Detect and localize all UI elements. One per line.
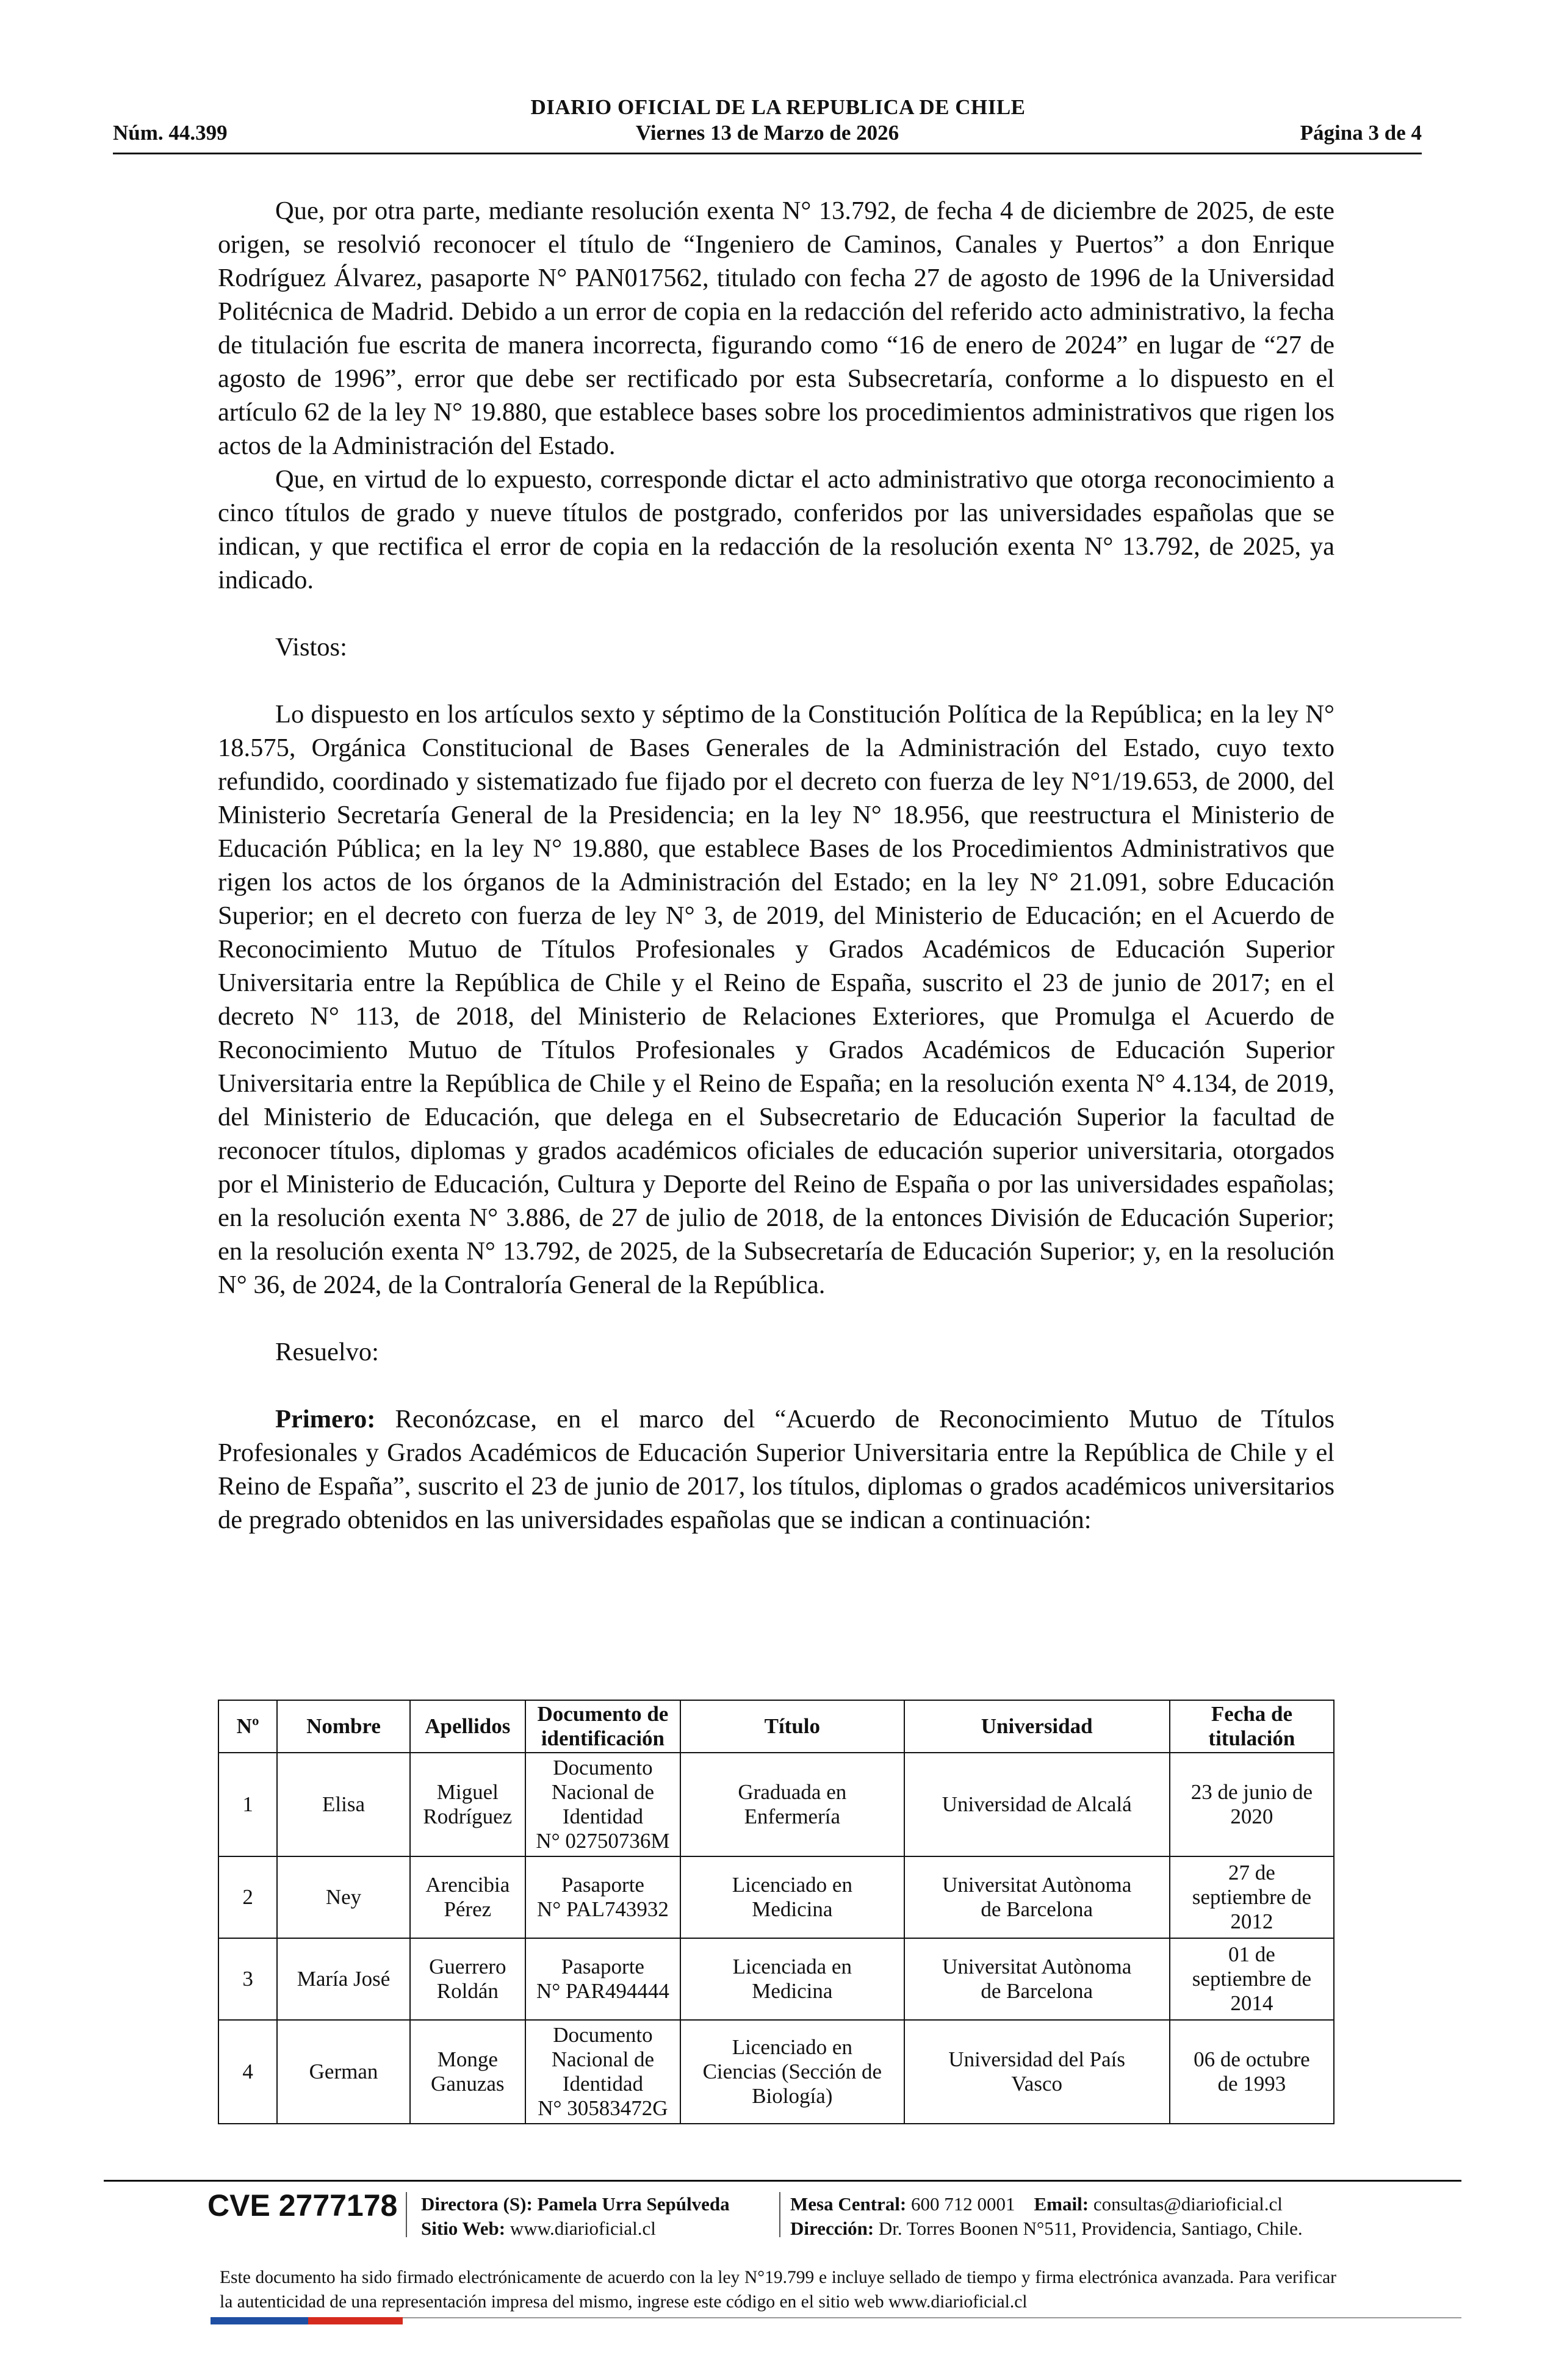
flag-stripe-red (308, 2317, 403, 2324)
email-link[interactable]: consultas@diarioficial.cl (1093, 2193, 1283, 2215)
sitio-link[interactable]: www.diarioficial.cl (510, 2218, 656, 2239)
issue-date: Viernes 13 de Marzo de 2026 (635, 121, 899, 145)
paragraph-grounds: Que, en virtud de lo expuesto, corresponde dictar el acto administrativo que otorga reconocimiento a cinco títulos de grado y nueve títulos de postgrado, conferidos por las universidades españolas que se indican, y que rectifica el error de copia en la redacción de la resolución exenta N° 13.792, de 2025, ya indicado. (218, 465, 1334, 594)
cell-fecha: 27 de septiembre de 2012 (1170, 1856, 1334, 1938)
header-apellidos: Apellidos (410, 1700, 525, 1753)
cell-apellidos: Miguel Rodríguez (410, 1753, 525, 1856)
page-indicator: Página 3 de 4 (1300, 121, 1422, 145)
cell-universidad: Universidad del País Vasco (904, 2020, 1170, 2124)
cell-documento: Pasaporte N° PAR494444 (525, 1938, 680, 2020)
header-universidad: Universidad (904, 1700, 1170, 1753)
document-body (218, 194, 1334, 1537)
cell-documento: Documento Nacional de Identidad N° 30583472G (525, 2020, 680, 2124)
table-row (218, 2020, 1334, 2124)
footer-directora-block (421, 2192, 730, 2241)
cell-documento: Documento Nacional de Identidad N° 02750736M (525, 1753, 680, 1856)
header-titulo: Título (680, 1700, 904, 1753)
cell-documento: Pasaporte N° PAL743932 (525, 1856, 680, 1938)
cell-apellidos: Guerrero Roldán (410, 1938, 525, 2020)
cell-universidad: Universidad de Alcalá (904, 1753, 1170, 1856)
header-divider (113, 153, 1422, 154)
cell-apellidos: Arencibia Pérez (410, 1856, 525, 1938)
electronic-signature-notice: Este documento ha sido firmado electrónicamente de acuerdo con la ley N°19.799 e incluye sellado de tiempo y firma electrónica avanzada. Para verificar la autenticidad de una representación impresa del mismo, ingrese este código en el sitio web www.diarioficial.cl (220, 2268, 1336, 2312)
cell-nombre: Ney (277, 1856, 410, 1938)
cell-num: 4 (218, 2020, 277, 2124)
footer-separator (779, 2192, 780, 2237)
table-row (218, 1753, 1334, 1856)
footer-divider (104, 2180, 1461, 2182)
cell-titulo: Licenciado en Ciencias (Sección de Biología) (680, 2020, 904, 2124)
mesa-value: 600 712 0001 (911, 2193, 1015, 2215)
recognized-titles-table (218, 1700, 1334, 2124)
cell-universidad: Universitat Autònoma de Barcelona (904, 1856, 1170, 1938)
sitio-label: Sitio Web: (421, 2218, 506, 2239)
cell-nombre: María José (277, 1938, 410, 2020)
issue-number: Núm. 44.399 (113, 121, 228, 145)
flag-stripe-blue (211, 2317, 308, 2324)
footer-separator (406, 2192, 407, 2237)
cell-num: 2 (218, 1856, 277, 1938)
table-row (218, 1856, 1334, 1938)
cell-nombre: Elisa (277, 1753, 410, 1856)
newspaper-title: DIARIO OFICIAL DE LA REPUBLICA DE CHILE (530, 95, 1026, 119)
heading-resuelvo: Resuelvo: (275, 1338, 379, 1366)
cell-num: 3 (218, 1938, 277, 2020)
cell-fecha: 01 de septiembre de 2014 (1170, 1938, 1334, 2020)
header-row (113, 121, 1422, 149)
paragraph-rectification: Que, por otra parte, mediante resolución exenta N° 13.792, de fecha 4 de diciembre de 2025, de este origen, se resolvió reconocer el título de “Ingeniero de Caminos, Canales y Puertos” a don Enrique Rodríguez Álvarez, pasaporte N° PAN017562, titulado con fecha 27 de agosto de 1996 de la Universidad Politécnica de Madrid. Debido a un error de copia en la redacción del referido acto administrativo, la fecha de titulación fue escrita de manera incorrecta, figurando como “16 de enero de 2024” en lugar de “27 de agosto de 1996”, error que debe ser rectificado por esta Subsecretaría, conforme a lo dispuesto en el artículo 62 de la ley N° 19.880, que establece bases sobre los procedimientos administrativos que rigen los actos de la Administración del Estado. (218, 197, 1334, 460)
table-header-row (218, 1700, 1334, 1753)
header-num: Nº (218, 1700, 277, 1753)
primero-label: Primero: (275, 1405, 376, 1433)
mesa-label: Mesa Central: (790, 2193, 907, 2215)
cell-num: 1 (218, 1753, 277, 1856)
paragraph-primero (218, 1402, 1334, 1537)
directora-label: Directora (S): (421, 2193, 533, 2215)
cell-titulo: Licenciado en Medicina (680, 1856, 904, 1938)
cell-titulo: Graduada en Enfermería (680, 1753, 904, 1856)
footer-contact-block (790, 2192, 1303, 2241)
cell-fecha: 23 de junio de 2020 (1170, 1753, 1334, 1856)
table-row (218, 1938, 1334, 2020)
header-fecha: Fecha de titulación (1170, 1700, 1334, 1753)
paragraph-legal-basis: Lo dispuesto en los artículos sexto y séptimo de la Constitución Política de la República; en la ley N° 18.575, Orgánica Constitucional de Bases Generales de la Administración del Estado, cuyo texto refundido, coordinado y sistematizado fue fijado por el decreto con fuerza de ley N°1/19.653, de 2000, del Ministerio Secretaría General de la Presidencia; en la ley N° 18.956, que reestructura el Ministerio de Educación Pública; en la ley N° 19.880, que establece Bases de los Procedimientos Administrativos que rigen los actos de los órganos de la Administración del Estado; en la ley N° 21.091, sobre Educación Superior; en el decreto con fuerza de ley N° 3, de 2019, del Ministerio de Educación; en el Acuerdo de Reconocimiento Mutuo de Títulos Profesionales y Grados Académicos de Educación Superior Universitaria entre la República de Chile y el Reino de España, suscrito el 23 de junio de 2017; en el decreto N° 113, de 2018, del Ministerio de Relaciones Exteriores, que Promulga el Acuerdo de Reconocimiento Mutuo de Títulos Profesionales y Grados Académicos de Educación Superior Universitaria entre la República de Chile y el Reino de España; en la resolución exenta N° 4.134, de 2019, del Ministerio de Educación, que delega en el Subsecretario de Educación Superior la facultad de reconocer títulos, diplomas y grados académicos oficiales de educación superior universitaria, otorgados por el Ministerio de Educación, Cultura y Deporte del Reino de España o por las universidades españolas; en la resolución exenta N° 3.886, de 27 de julio de 2018, de la entonces División de Educación Superior; en la resolución exenta N° 13.792, de 2025, de la Subsecretaría de Educación Superior; y, en la resolución N° 36, de 2024, de la Contraloría General de la República. (218, 700, 1334, 1299)
cell-titulo: Licenciada en Medicina (680, 1938, 904, 2020)
direccion-label: Dirección: (790, 2218, 874, 2239)
cell-fecha: 06 de octubre de 1993 (1170, 2020, 1334, 2124)
cell-universidad: Universitat Autònoma de Barcelona (904, 1938, 1170, 2020)
cell-apellidos: Monge Ganuzas (410, 2020, 525, 2124)
primero-text: Reconózcase, en el marco del “Acuerdo de Reconocimiento Mutuo de Títulos Profesionales y Grados Académicos de Educación Superior Universitaria entre la República de Chile y el Reino de España”, suscrito el 23 de junio de 2017, los títulos, diplomas o grados académicos universitarios de pregrado obtenidos en las universidades españolas que se indican a continuación: (218, 1405, 1334, 1534)
email-label: Email: (1034, 2193, 1089, 2215)
header-documento: Documento de identificación (525, 1700, 680, 1753)
heading-vistos: Vistos: (275, 633, 347, 662)
direccion-value: Dr. Torres Boonen N°511, Providencia, Santiago, Chile. (878, 2218, 1303, 2239)
directora-name: Pamela Urra Sepúlveda (537, 2193, 730, 2215)
cve-code: CVE 2777178 (207, 2188, 398, 2223)
header-nombre: Nombre (277, 1700, 410, 1753)
cell-nombre: German (277, 2020, 410, 2124)
